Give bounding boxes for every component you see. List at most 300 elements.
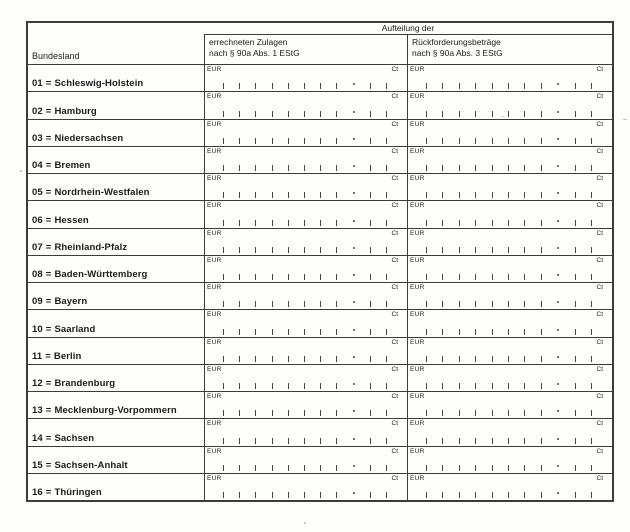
digit-guide: [223, 328, 387, 335]
ct-label: Ct: [391, 229, 398, 237]
euro-digit-tick: [272, 111, 273, 117]
euro-digit-tick: [239, 165, 240, 171]
cent-digit-tick: [370, 192, 371, 198]
bundesland-separator: =: [45, 187, 52, 199]
euro-digit-tick: [541, 111, 542, 117]
euro-digit-tick: [304, 165, 305, 171]
digit-guide: [426, 246, 592, 253]
euro-digit-tick: [475, 492, 476, 498]
zulagen-amount-cell: [204, 201, 407, 227]
zulagen-amount-cell: [204, 310, 407, 336]
bundesland-separator: =: [45, 132, 52, 144]
digit-guide: [426, 164, 592, 171]
euro-digit-tick: [426, 83, 427, 89]
euro-digit-tick: [320, 138, 321, 144]
euro-digit-tick: [459, 220, 460, 226]
decimal-comma-mark: [557, 111, 559, 113]
cent-digit-tick: [575, 274, 576, 280]
euro-digit-tick: [475, 410, 476, 416]
cent-digit-tick: [575, 192, 576, 198]
euro-digit-tick: [426, 465, 427, 471]
zulage-aufteilung-form: [26, 21, 614, 502]
euro-digit-tick: [459, 492, 460, 498]
bundesland-label: [28, 283, 204, 309]
euro-digit-tick: [239, 356, 240, 362]
euro-digit-tick: [524, 274, 525, 280]
cent-digit-tick: [386, 165, 387, 171]
eur-label: EUR: [207, 474, 222, 482]
zulagen-header-line1: errechneten Zulagen: [209, 37, 288, 47]
bundesland-code: 07: [32, 241, 43, 253]
euro-digit-tick: [223, 247, 224, 253]
rueckforderung-amount-cell: [407, 120, 612, 146]
euro-digit-tick: [492, 165, 493, 171]
eur-label: EUR: [207, 147, 222, 155]
cent-digit-tick: [386, 192, 387, 198]
eur-label: EUR: [207, 365, 222, 373]
euro-digit-tick: [508, 356, 509, 362]
euro-digit-tick: [492, 83, 493, 89]
euro-digit-tick: [272, 356, 273, 362]
euro-digit-tick: [304, 220, 305, 226]
euro-digit-tick: [442, 165, 443, 171]
rueckforderung-amount-cell: [407, 283, 612, 309]
euro-digit-tick: [223, 438, 224, 444]
digit-guide: [223, 110, 387, 117]
cent-digit-tick: [591, 438, 592, 444]
cent-digit-tick: [591, 356, 592, 362]
euro-digit-tick: [492, 220, 493, 226]
rueckforderung-amount-cell: [407, 474, 612, 500]
cent-digit-tick: [575, 220, 576, 226]
euro-digit-tick: [223, 465, 224, 471]
euro-digit-tick: [508, 83, 509, 89]
cent-digit-tick: [591, 465, 592, 471]
euro-digit-tick: [223, 165, 224, 171]
euro-digit-tick: [524, 192, 525, 198]
euro-digit-tick: [426, 492, 427, 498]
bundesland-name: Mecklenburg-Vorpommern: [54, 405, 177, 417]
euro-digit-tick: [541, 492, 542, 498]
bundesland-separator: =: [45, 405, 52, 417]
cent-digit-tick: [386, 220, 387, 226]
decimal-comma-mark: [557, 138, 559, 140]
ct-label: Ct: [596, 393, 603, 400]
table-row: [28, 119, 612, 146]
euro-digit-tick: [426, 410, 427, 416]
bundesland-separator: =: [45, 378, 52, 389]
euro-digit-tick: [320, 356, 321, 362]
euro-digit-tick: [442, 111, 443, 117]
decimal-comma-mark: [353, 465, 355, 467]
bundesland-label: [28, 419, 204, 445]
cent-digit-tick: [575, 438, 576, 444]
cent-digit-tick: [386, 247, 387, 253]
euro-digit-tick: [288, 410, 289, 416]
ct-label: Ct: [391, 311, 398, 319]
euro-digit-tick: [459, 356, 460, 362]
eur-label: EUR: [410, 93, 425, 101]
euro-digit-tick: [541, 165, 542, 171]
euro-digit-tick: [255, 383, 256, 389]
euro-digit-tick: [320, 492, 321, 498]
rueckforderung-amount-cell: [407, 201, 612, 227]
euro-digit-tick: [442, 329, 443, 335]
euro-digit-tick: [288, 356, 289, 362]
euro-digit-tick: [336, 492, 337, 498]
euro-digit-tick: [475, 329, 476, 335]
euro-digit-tick: [239, 492, 240, 498]
euro-digit-tick: [508, 220, 509, 226]
cent-digit-tick: [370, 274, 371, 280]
euro-digit-tick: [304, 83, 305, 89]
table-row: [28, 391, 612, 418]
euro-digit-tick: [239, 83, 240, 89]
euro-digit-tick: [426, 165, 427, 171]
digit-guide: [223, 164, 387, 171]
eur-label: EUR: [207, 338, 222, 346]
cent-digit-tick: [591, 165, 592, 171]
table-row: [28, 228, 612, 255]
digit-guide: [426, 328, 592, 335]
euro-digit-tick: [272, 83, 273, 89]
decimal-comma-mark: [353, 383, 355, 385]
table-row: [28, 337, 612, 364]
euro-digit-tick: [336, 301, 337, 307]
euro-digit-tick: [288, 492, 289, 498]
euro-digit-tick: [304, 465, 305, 471]
zulagen-amount-cell: [204, 365, 407, 391]
decimal-comma-mark: [353, 138, 355, 140]
euro-digit-tick: [223, 329, 224, 335]
euro-digit-tick: [524, 301, 525, 307]
euro-digit-tick: [426, 301, 427, 307]
cent-digit-tick: [370, 438, 371, 444]
euro-digit-tick: [492, 410, 493, 416]
rueckforderung-amount-cell: [407, 256, 612, 282]
euro-digit-tick: [492, 247, 493, 253]
bundesland-separator: =: [45, 269, 52, 280]
euro-digit-tick: [508, 274, 509, 280]
digit-guide: [223, 409, 387, 416]
euro-digit-tick: [320, 220, 321, 226]
bundesland-name: Bremen: [54, 160, 91, 171]
digit-guide: [223, 219, 387, 226]
group-title-band: [204, 23, 612, 35]
euro-digit-tick: [459, 301, 460, 307]
ct-label: Ct: [596, 66, 603, 73]
cent-digit-tick: [591, 138, 592, 144]
cent-digit-tick: [386, 301, 387, 307]
euro-digit-tick: [524, 383, 525, 389]
euro-digit-tick: [541, 138, 542, 144]
eur-label: EUR: [207, 175, 222, 182]
bundesland-code: 12: [32, 378, 43, 389]
ct-label: Ct: [596, 474, 603, 482]
bundesland-code: 03: [32, 132, 43, 144]
cent-digit-tick: [575, 492, 576, 498]
cent-digit-tick: [370, 410, 371, 416]
euro-digit-tick: [272, 138, 273, 144]
bundesland-name: Baden-Württemberg: [54, 269, 148, 280]
bundesland-code: 01: [32, 78, 43, 90]
table-row: [28, 473, 612, 500]
euro-digit-tick: [475, 138, 476, 144]
zulagen-amount-cell: [204, 229, 407, 255]
euro-digit-tick: [336, 356, 337, 362]
cent-digit-tick: [575, 111, 576, 117]
bundesland-label: [28, 338, 204, 364]
euro-digit-tick: [475, 220, 476, 226]
euro-digit-tick: [475, 356, 476, 362]
zulagen-amount-cell: [204, 65, 407, 91]
digit-guide: [426, 382, 592, 389]
eur-label: EUR: [410, 256, 425, 264]
decimal-comma-mark: [557, 329, 559, 331]
euro-digit-tick: [541, 438, 542, 444]
scan-speck: [502, 116, 504, 117]
euro-digit-tick: [288, 83, 289, 89]
decimal-comma-mark: [353, 329, 355, 331]
euro-digit-tick: [272, 220, 273, 226]
cent-digit-tick: [386, 492, 387, 498]
euro-digit-tick: [426, 383, 427, 389]
table-row: [28, 173, 612, 200]
bundesland-code: 16: [32, 487, 43, 498]
group-title-label: Aufteilung der: [381, 23, 435, 33]
bundesland-separator: =: [45, 105, 52, 117]
euro-digit-tick: [288, 329, 289, 335]
eur-label: EUR: [207, 202, 222, 210]
decimal-comma-mark: [557, 192, 559, 194]
euro-digit-tick: [320, 247, 321, 253]
euro-digit-tick: [524, 111, 525, 117]
euro-digit-tick: [304, 192, 305, 198]
euro-digit-tick: [459, 465, 460, 471]
table-row: [28, 91, 612, 118]
eur-label: EUR: [410, 284, 425, 291]
cent-digit-tick: [370, 356, 371, 362]
euro-digit-tick: [459, 383, 460, 389]
euro-digit-tick: [442, 301, 443, 307]
euro-digit-tick: [426, 220, 427, 226]
euro-digit-tick: [304, 301, 305, 307]
euro-digit-tick: [426, 111, 427, 117]
ct-label: Ct: [596, 447, 603, 455]
euro-digit-tick: [336, 220, 337, 226]
rueckforderung-amount-cell: [407, 310, 612, 336]
euro-digit-tick: [255, 192, 256, 198]
decimal-comma-mark: [557, 438, 559, 440]
euro-digit-tick: [508, 438, 509, 444]
ct-label: Ct: [391, 338, 398, 346]
euro-digit-tick: [541, 192, 542, 198]
bundesland-name: Thüringen: [54, 487, 102, 498]
rueckforderung-amount-cell: [407, 229, 612, 255]
euro-digit-tick: [524, 83, 525, 89]
bundesland-name: Sachsen-Anhalt: [54, 459, 128, 471]
euro-digit-tick: [304, 247, 305, 253]
eur-label: EUR: [410, 175, 425, 182]
eur-label: EUR: [207, 393, 222, 400]
bundesland-name: Brandenburg: [54, 378, 116, 389]
bundesland-separator: =: [45, 350, 51, 362]
euro-digit-tick: [541, 220, 542, 226]
ct-label: Ct: [391, 147, 398, 155]
decimal-comma-mark: [557, 356, 559, 358]
euro-digit-tick: [541, 83, 542, 89]
euro-digit-tick: [475, 274, 476, 280]
bundesland-separator: =: [45, 214, 52, 226]
cent-digit-tick: [370, 138, 371, 144]
cent-digit-tick: [370, 247, 371, 253]
euro-digit-tick: [475, 465, 476, 471]
bundesland-code: 09: [32, 296, 43, 308]
euro-digit-tick: [304, 329, 305, 335]
decimal-comma-mark: [353, 83, 355, 85]
euro-digit-tick: [442, 192, 443, 198]
eur-label: EUR: [410, 420, 425, 428]
euro-digit-tick: [492, 192, 493, 198]
cent-digit-tick: [370, 465, 371, 471]
euro-digit-tick: [272, 192, 273, 198]
euro-digit-tick: [541, 274, 542, 280]
digit-guide: [223, 300, 387, 307]
eur-label: EUR: [207, 229, 222, 237]
cent-digit-tick: [591, 192, 592, 198]
euro-digit-tick: [272, 165, 273, 171]
cent-digit-tick: [575, 465, 576, 471]
digit-guide: [223, 82, 387, 89]
euro-digit-tick: [223, 83, 224, 89]
euro-digit-tick: [255, 138, 256, 144]
decimal-comma-mark: [557, 220, 559, 222]
decimal-comma-mark: [353, 111, 355, 113]
euro-digit-tick: [459, 274, 460, 280]
euro-digit-tick: [492, 383, 493, 389]
ct-label: Ct: [596, 284, 603, 291]
cent-digit-tick: [575, 83, 576, 89]
euro-digit-tick: [223, 111, 224, 117]
ct-label: Ct: [391, 447, 398, 455]
bundesland-label: [28, 120, 204, 146]
euro-digit-tick: [524, 492, 525, 498]
euro-digit-tick: [255, 111, 256, 117]
cent-digit-tick: [386, 111, 387, 117]
digit-guide: [426, 110, 592, 117]
euro-digit-tick: [336, 138, 337, 144]
euro-digit-tick: [320, 274, 321, 280]
euro-digit-tick: [442, 492, 443, 498]
cent-digit-tick: [370, 165, 371, 171]
zulagen-amount-cell: [204, 92, 407, 118]
euro-digit-tick: [524, 138, 525, 144]
euro-digit-tick: [304, 111, 305, 117]
cent-digit-tick: [386, 274, 387, 280]
euro-digit-tick: [442, 465, 443, 471]
euro-digit-tick: [255, 247, 256, 253]
ct-label: Ct: [391, 474, 398, 482]
ct-label: Ct: [391, 256, 398, 264]
euro-digit-tick: [239, 111, 240, 117]
eur-label: EUR: [410, 202, 425, 210]
bundesland-name: Schleswig-Holstein: [54, 78, 144, 90]
decimal-comma-mark: [353, 220, 355, 222]
zulagen-amount-cell: [204, 283, 407, 309]
bundesland-separator: =: [45, 78, 52, 90]
cent-digit-tick: [575, 138, 576, 144]
bundesland-code: 02: [32, 105, 43, 117]
digit-guide: [426, 273, 592, 280]
column-header-zulagen: [204, 35, 407, 64]
zulagen-amount-cell: [204, 120, 407, 146]
euro-digit-tick: [239, 438, 240, 444]
bundesland-separator: =: [45, 296, 52, 308]
euro-digit-tick: [223, 492, 224, 498]
bundesland-code: 08: [32, 269, 43, 280]
scan-speck: [20, 170, 22, 172]
euro-digit-tick: [475, 438, 476, 444]
decimal-comma-mark: [557, 83, 559, 85]
ct-label: Ct: [596, 256, 603, 264]
euro-digit-tick: [288, 165, 289, 171]
bundesland-name: Rheinland-Pfalz: [54, 241, 128, 253]
euro-digit-tick: [541, 383, 542, 389]
euro-digit-tick: [492, 274, 493, 280]
cent-digit-tick: [591, 274, 592, 280]
euro-digit-tick: [255, 410, 256, 416]
column-header-rueckforderung: [407, 35, 612, 64]
euro-digit-tick: [541, 247, 542, 253]
euro-digit-tick: [492, 356, 493, 362]
bundesland-code: 14: [32, 432, 43, 444]
ct-label: Ct: [596, 311, 603, 319]
cent-digit-tick: [591, 247, 592, 253]
euro-digit-tick: [288, 301, 289, 307]
euro-digit-tick: [239, 465, 240, 471]
rueckforderung-amount-cell: [407, 174, 612, 200]
cent-digit-tick: [575, 301, 576, 307]
bundesland-name: Sachsen: [54, 432, 95, 444]
euro-digit-tick: [492, 138, 493, 144]
euro-digit-tick: [239, 192, 240, 198]
digit-guide: [223, 273, 387, 280]
header-columns: [204, 35, 612, 64]
bundesland-label: [28, 365, 204, 391]
header-right-group: [204, 23, 612, 64]
bundesland-separator: =: [45, 323, 52, 335]
euro-digit-tick: [541, 329, 542, 335]
decimal-comma-mark: [557, 165, 559, 167]
euro-digit-tick: [223, 138, 224, 144]
decimal-comma-mark: [353, 301, 355, 303]
euro-digit-tick: [459, 410, 460, 416]
bundesland-label: [28, 229, 204, 255]
bundesland-name: Bayern: [54, 296, 88, 308]
euro-digit-tick: [475, 247, 476, 253]
euro-digit-tick: [239, 220, 240, 226]
bundesland-separator: =: [45, 241, 52, 253]
cent-digit-tick: [370, 111, 371, 117]
bundesland-rows: [28, 65, 612, 500]
zulagen-amount-cell: [204, 147, 407, 173]
cent-digit-tick: [575, 383, 576, 389]
euro-digit-tick: [320, 438, 321, 444]
cent-digit-tick: [591, 383, 592, 389]
ct-label: Ct: [596, 229, 603, 237]
cent-digit-tick: [386, 410, 387, 416]
cent-digit-tick: [370, 301, 371, 307]
